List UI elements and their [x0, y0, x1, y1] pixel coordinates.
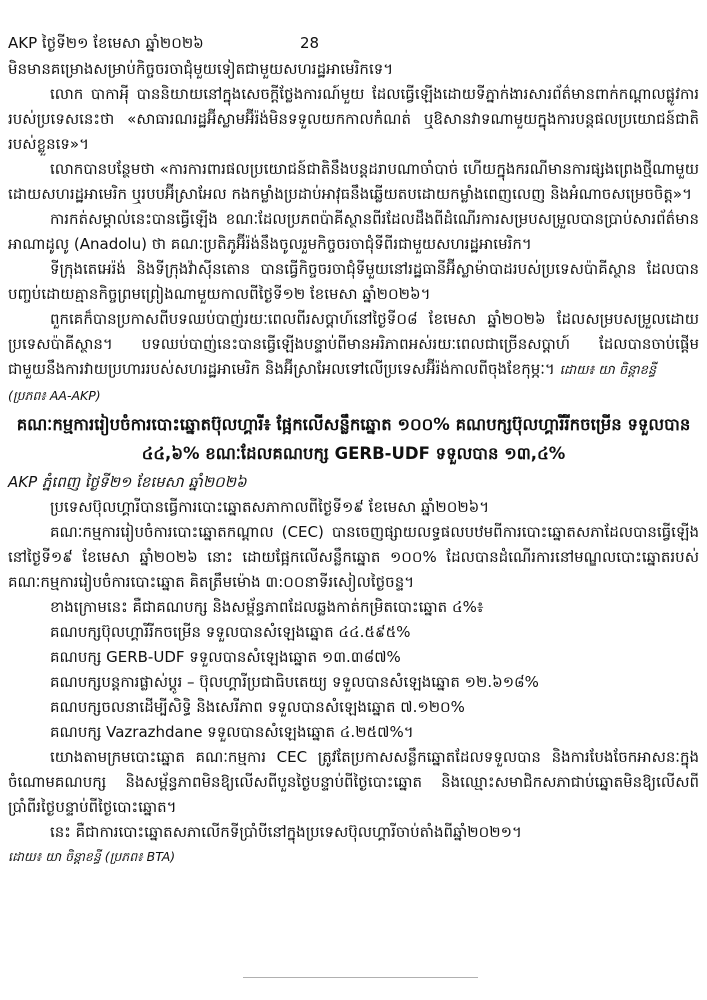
article-iran-us-talks: [8, 57, 699, 408]
paragraph: មិនមានគម្រោងសម្រាប់កិច្ចចរចាជុំមួយទៀតជាមួយសហរដ្ឋអាមេរិកទេ។: [8, 60, 394, 78]
article-headline: គណៈកម្មការរៀបចំការបោះឆ្នោតប៊ុលហ្គារី៖ ផ្អែកលើសន្លឹកឆ្នោត ១០០% គណបក្សប៊ុលហ្គារីរីកចម្រើន ទទួលបាន ៤៤,៦% ខណៈដែលគណបក្ស GERB-UDF ទទួលបាន ១៣,៤%: [16, 415, 691, 463]
footer-divider: [243, 977, 478, 978]
result-line: គណបក្សចលនាដើម្បីសិទ្ធិ និងសេរីភាព ទទួលបានសំឡេងឆ្នោត ៧.១២០%: [50, 698, 465, 716]
paragraph: នេះ គឺជាការបោះឆ្នោតសភាលើកទីប្រាំបីនៅក្នុងប្រទេសប៊ុលហ្គារីចាប់តាំងពីឆ្នាំ២០២១។: [50, 823, 522, 841]
byline: ដោយ៖ យា ចិន្តាខន្ធី (ប្រភព៖ BTA): [8, 849, 176, 864]
paragraph: លោកបានបន្ថែមថា «ការការពារផលប្រយោជន៍ជាតិនឹងបន្តដរាបណាចាំបាច់ ហើយក្នុងករណីមានការផ្សងព្រេងថ្មីណាមួយដោយសហរដ្ឋអាមេរិក ឬរបបអ៊ីស្រាអែល កងកម្លាំងប្រដាប់អាវុធនឹងឆ្លើយតបដោយកម្លាំងពេញលេញ និងអំណាចសម្រេចចិត្ត»។: [8, 160, 699, 203]
page-number: 28: [300, 34, 320, 52]
result-line: គណបក្ស GERB-UDF ទទួលបានសំឡេងឆ្នោត ១៣.៣៨៧%: [50, 648, 401, 666]
source-credit: (ប្រភព៖ AA-AKP): [8, 388, 101, 403]
paragraph: គណៈកម្មការរៀបចំការបោះឆ្នោតកណ្តាល (CEC) បានចេញផ្សាយលទ្ធផលបឋមពីការបោះឆ្នោតសភាដែលបានធ្វើឡើងនៅថ្ងៃទី១៩ ខែមេសា ឆ្នាំ២០២៦ នោះ ដោយផ្អែកលើសន្លឹកឆ្នោត ១០០% ដែលបានដំណើរការនៅមណ្ឌលបោះឆ្នោតរបស់គណៈកម្មការរៀបចំការបោះឆ្នោត គិតត្រឹមម៉ោង ៣:០០នាទីរសៀលថ្ងៃចន្ទ។: [8, 523, 699, 591]
result-line: គណបក្ស Vazrazhdane ទទួលបានសំឡេងឆ្នោត ៤.២៥៧%។: [50, 723, 414, 741]
dateline: AKP ភ្នំពេញ ថ្ងៃទី២១ ខែមេសា ឆ្នាំ២០២៦: [8, 473, 247, 491]
header-date: AKP ថ្ងៃទី២១ ខែមេសា ឆ្នាំ២០២៦: [8, 34, 204, 52]
result-line: គណបក្សប៊ុលហ្គារីរីកចម្រើន ទទួលបានសំឡេងឆ្នោត ៤៤.៥៩៥%: [50, 623, 411, 641]
article-bulgaria-election: [8, 410, 699, 869]
paragraph: ខាងក្រោមនេះ គឺជាគណបក្ស និងសម្ព័ន្ធភាពដែលឆ្លងកាត់កម្រិតបោះឆ្នោត ៤%៖: [50, 598, 484, 616]
paragraph: ទីក្រុងតេអេរ៉ង់ និងទីក្រុងវ៉ាស៊ីនតោន បានធ្វើកិច្ចចរចាជុំទីមួយនៅរដ្ឋធានីអ៊ីស្លាម៉ាបាដរបស់ប្រទេសប៉ាគីស្ថាន ដែលបានបញ្ចប់ដោយគ្មានកិច្ចព្រមព្រៀងណាមួយកាលពីថ្ងៃទី១២ ខែមេសា ឆ្នាំ២០២៦។: [8, 260, 699, 303]
paragraph: ប្រទេសប៊ុលហ្គារីបានធ្វើការបោះឆ្នោតសភាកាលពីថ្ងៃទី១៩ ខែមេសា ឆ្នាំ២០២៦។: [50, 498, 490, 516]
paragraph: [8, 307, 699, 383]
page-header: [8, 30, 699, 57]
result-line: គណបក្សបន្តការផ្លាស់ប្ដូរ – ប៊ុលហ្គារីប្រជាធិបតេយ្យ ទទួលបានសំឡេងឆ្នោត ១២.៦១៨%: [50, 673, 539, 691]
paragraph: យោងតាមក្រមបោះឆ្នោត គណៈកម្មការ CEC ត្រូវតែប្រកាសសន្លឹកឆ្នោតដែលទទួលបាន និងការបែងចែកអាសនៈក្នុងចំណោមគណបក្ស និងសម្ព័ន្ធភាពមិនឱ្យលើសពីបួនថ្ងៃបន្ទាប់ពីថ្ងៃបោះឆ្នោត និងឈ្មោះសមាជិកសភាជាប់ឆ្នោតមិនឱ្យលើសពីប្រាំពីរថ្ងៃបន្ទាប់ពីថ្ងៃបោះឆ្នោត។: [8, 748, 699, 816]
byline: ដោយ៖ យា ចិន្តាខន្ធី: [559, 363, 657, 378]
paragraph: ការកត់សម្គាល់នេះបានធ្វើឡើង ខណៈដែលប្រភពប៉ាគីស្ថានពីរដែលដឹងពីដំណើរការសម្របសម្រួលបានប្រាប់សារព័ត៌មានអាណាដូលូ (Anadolu) ថា គណៈប្រតិភូអ៊ីរ៉ង់នឹងចូលរួមកិច្ចចរចាជុំទីពីរជាមួយសហរដ្ឋអាមេរិក។: [8, 210, 699, 253]
paragraph: លោក បាកាអុី បាននិយាយនៅក្នុងសេចក្តីថ្លែងការណ៍មួយ ដែលធ្វើឡើងដោយទីភ្នាក់ងារសារព័ត៌មានពាក់កណ្តាលផ្លូវការរបស់ប្រទេសនេះថា «សាធារណរដ្ឋអ៊ីស្លាមអ៊ីរ៉ង់មិនទទួលយកកាលកំណត់ ឬឱសានវាទណាមួយក្នុងការបន្តផលប្រយោជន៍ជាតិរបស់ខ្លួនទេ»។: [8, 85, 699, 153]
paragraph-text: ពួកគេក៏បានប្រកាសពីបទឈប់បាញ់រយៈពេលពីរសប្តាហ៍នៅថ្ងៃទី០៨ ខែមេសា ឆ្នាំ២០២៦ ដែលសម្របសម្រួលដោយប្រទេសប៉ាគីស្ថាន។ បទឈប់បាញ់នេះបានធ្វើឡើងបន្ទាប់ពីមានអរិភាពអស់រយៈពេលជាច្រើនសប្តាហ៍ ដែលបានចាប់ផ្តើមជាមួយនឹងការវាយប្រហាររបស់សហរដ្ឋអាមេរិក និងអ៊ីស្រាអែលទៅលើប្រទេសអ៊ីរ៉ង់កាលពីចុងខែកុម្ភៈ។: [8, 310, 699, 378]
